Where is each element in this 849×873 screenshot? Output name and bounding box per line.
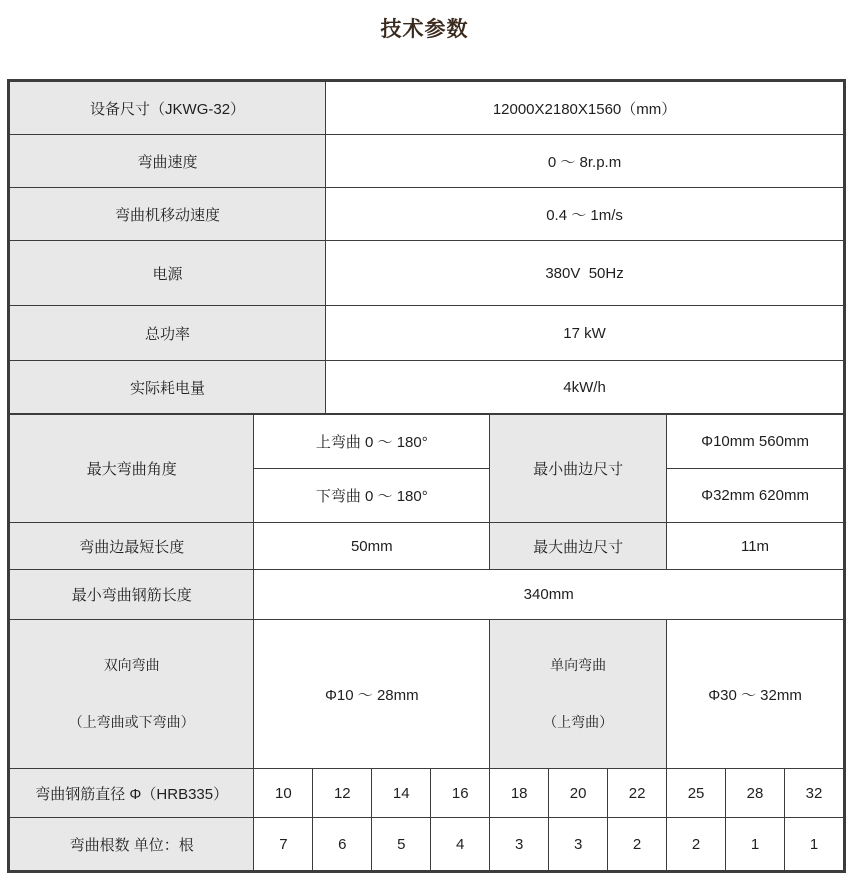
count-cell: 2 [608, 818, 667, 871]
table-row [10, 769, 844, 818]
table-row [10, 415, 844, 469]
value-max-edge-size: 11m [667, 523, 844, 570]
count-cell: 7 [254, 818, 313, 871]
label-unidirectional-bend [490, 620, 667, 769]
table-row [10, 82, 844, 135]
table-row [10, 188, 844, 241]
table-row [10, 620, 844, 769]
count-cell: 1 [726, 818, 785, 871]
label-unidirectional-bend-line1: 单向弯曲 [550, 657, 607, 673]
diameter-cell: 16 [431, 769, 490, 818]
label-max-edge-size: 最大曲边尺寸 [490, 523, 667, 570]
spec-label-total-power: 总功率 [10, 306, 326, 361]
value-min-bend-edge-length: 50mm [254, 523, 490, 570]
value-bidirectional-range: Φ10 ～ 28mm [254, 620, 490, 769]
table-row [10, 241, 844, 306]
bend-params-table [9, 414, 844, 871]
spec-value-device-size: 12000X2180X1560（mm） [326, 82, 844, 135]
count-cell: 3 [490, 818, 549, 871]
spec-label-move-speed: 弯曲机移动速度 [10, 188, 326, 241]
label-min-edge-size: 最小曲边尺寸 [490, 415, 667, 523]
label-min-rebar-length: 最小弯曲钢筋长度 [10, 570, 254, 620]
spec-value-power-supply: 380V 50Hz [326, 241, 844, 306]
table-row [10, 306, 844, 361]
count-cell: 4 [431, 818, 490, 871]
spec-label-consumption: 实际耗电量 [10, 361, 326, 414]
diameter-cell: 14 [372, 769, 431, 818]
count-cell: 6 [313, 818, 372, 871]
spec-value-move-speed: 0.4 ～ 1m/s [326, 188, 844, 241]
diameter-cell: 12 [313, 769, 372, 818]
label-bidirectional-bend-line1: 双向弯曲 [103, 657, 160, 673]
label-max-bend-angle: 最大弯曲角度 [10, 415, 254, 523]
label-bidirectional-bend-line2: （上弯曲或下弯曲） [68, 714, 195, 731]
diameter-cell: 32 [784, 769, 843, 818]
diameter-cell: 10 [254, 769, 313, 818]
value-min-edge-d32: Φ32mm 620mm [667, 469, 844, 523]
spec-label-power-supply: 电源 [10, 241, 326, 306]
general-specs-table [9, 81, 844, 414]
value-unidirectional-range: Φ30 ～ 32mm [667, 620, 844, 769]
page-title: 技术参数 [380, 18, 469, 41]
spec-value-bend-speed: 0 ～ 8r.p.m [326, 135, 844, 188]
value-down-bend-angle: 下弯曲 0 ～ 180° [254, 469, 490, 523]
label-bend-count: 弯曲根数 单位：根 [10, 818, 254, 871]
table-row [10, 523, 844, 570]
label-unidirectional-bend-line2: （上弯曲） [543, 714, 614, 731]
table-row [10, 361, 844, 414]
spec-value-consumption: 4kW/h [326, 361, 844, 414]
diameter-cell: 22 [608, 769, 667, 818]
spec-label-bend-speed: 弯曲速度 [10, 135, 326, 188]
value-min-rebar-length: 340mm [254, 570, 844, 620]
spec-label-device-size: 设备尺寸（JKWG-32） [10, 82, 326, 135]
table-row [10, 570, 844, 620]
table-row [10, 818, 844, 871]
label-bidirectional-bend [10, 620, 254, 769]
count-cell: 1 [784, 818, 843, 871]
count-cell: 2 [667, 818, 726, 871]
spec-table [7, 79, 846, 873]
count-cell: 5 [372, 818, 431, 871]
value-up-bend-angle: 上弯曲 0 ～ 180° [254, 415, 490, 469]
spec-value-total-power: 17 kW [326, 306, 844, 361]
label-rebar-diameter: 弯曲钢筋直径 Φ（HRB335） [10, 769, 254, 818]
value-min-edge-d10: Φ10mm 560mm [667, 415, 844, 469]
label-min-bend-edge-length: 弯曲边最短长度 [10, 523, 254, 570]
diameter-cell: 28 [726, 769, 785, 818]
table-row [10, 135, 844, 188]
diameter-cell: 20 [549, 769, 608, 818]
diameter-cell: 18 [490, 769, 549, 818]
count-cell: 3 [549, 818, 608, 871]
diameter-cell: 25 [667, 769, 726, 818]
